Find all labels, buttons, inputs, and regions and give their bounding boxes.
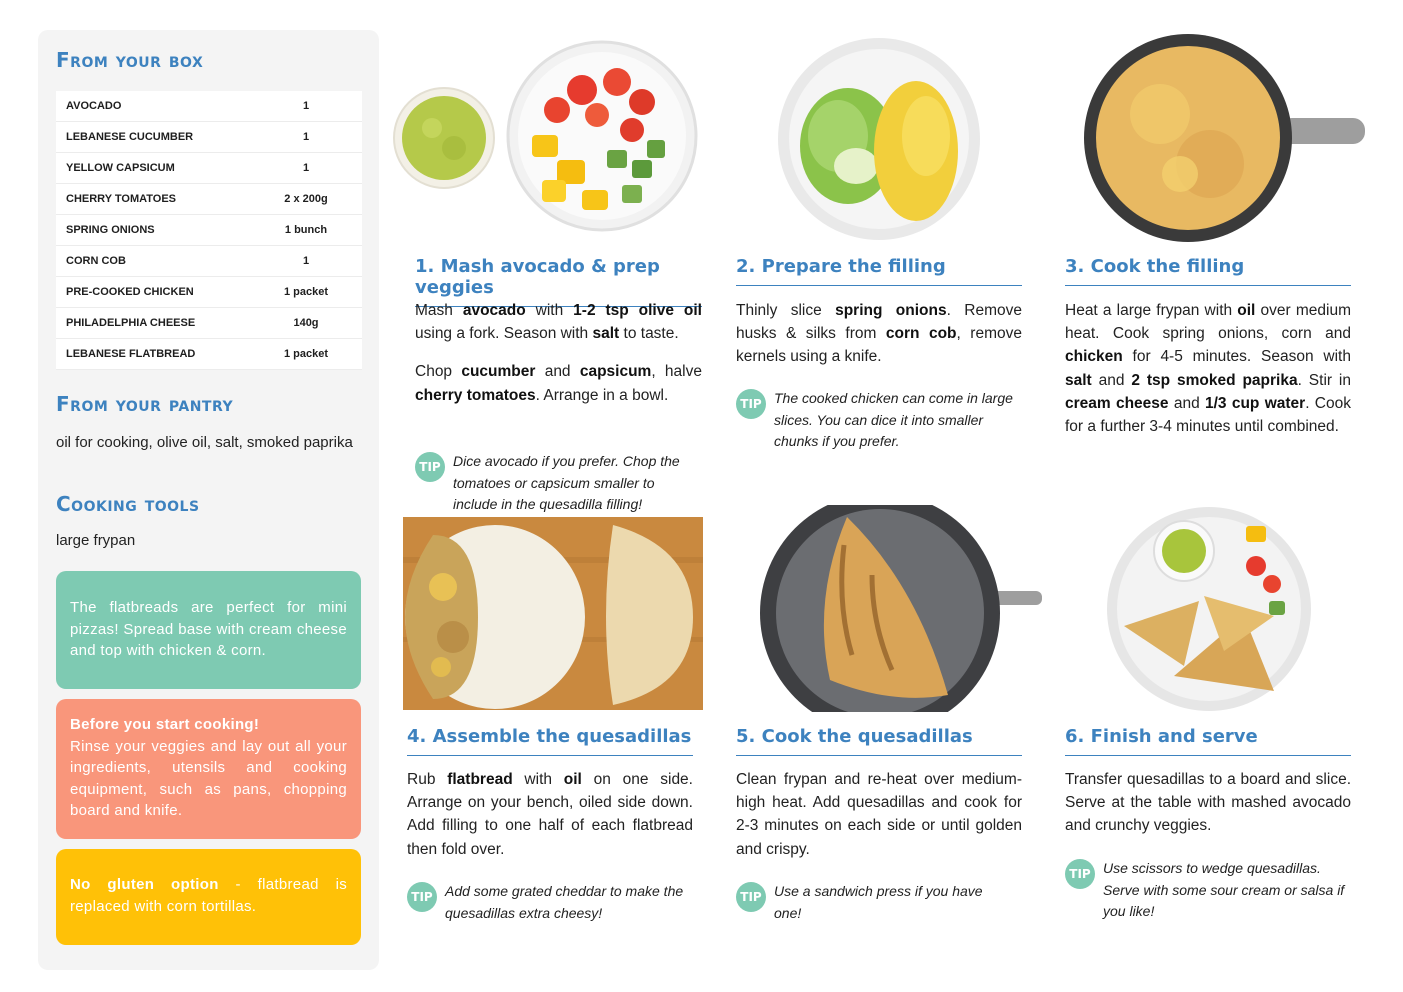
- step-6-photo: [1104, 506, 1314, 712]
- tip-text: Use a sandwich press if you have one!: [774, 883, 983, 921]
- step-3-paragraph-1: Heat a large frypan with oil over medium heat. Cook spring onions, corn and chicken for 4-5 minutes. Season with salt and 2 tsp smoked paprika. Stir in cream cheese and 1/3 cup water. Cook for a further 3-4 minutes until combined.: [1065, 302, 1351, 436]
- tip-badge-icon: TIP: [736, 882, 766, 912]
- ingredient-qty: 1 packet: [283, 348, 329, 360]
- box-ingredients-table: [56, 91, 362, 370]
- tip-badge-icon: TIP: [407, 882, 437, 912]
- step-4-title: 4. Assemble the quesadillas: [407, 726, 693, 756]
- step-6-tip: [1065, 858, 1355, 923]
- note-gluten-free: [56, 849, 361, 945]
- ingredient-qty: 140g: [293, 317, 319, 329]
- ingredient-name: AVOCADO: [66, 100, 122, 112]
- tip-text: Dice avocado if you prefer. Chop the tomatoes or capsicum smaller to include in the quesadilla filling!: [453, 453, 680, 512]
- tip-badge-icon: TIP: [1065, 859, 1095, 889]
- pantry-section-title: From your pantry: [56, 392, 234, 416]
- step-3-photo: [1080, 34, 1365, 242]
- ingredient-name: PRE-COOKED CHICKEN: [66, 286, 194, 298]
- note-text: Rinse your veggies and lay out all your ingredients, utensils and cooking equipment, such as pans, chopping board and knife.: [70, 737, 347, 819]
- ingredient-name: YELLOW CAPSICUM: [66, 162, 175, 174]
- step-1-body: [415, 299, 702, 422]
- tip-badge-icon: TIP: [736, 389, 766, 419]
- table-row: [56, 184, 362, 215]
- step-3-body: [1065, 299, 1351, 453]
- ingredient-qty: 1: [302, 131, 310, 143]
- step-1-paragraph-2: Chop cucumber and capsicum, halve cherry tomatoes. Arrange in a bowl.: [415, 363, 702, 404]
- note-before-cooking: [56, 699, 361, 839]
- table-row: [56, 308, 362, 339]
- step-6-body: [1065, 768, 1351, 853]
- step-2-photo: [776, 36, 982, 242]
- step-5-body: [736, 768, 1022, 876]
- table-row: [56, 246, 362, 277]
- table-row: [56, 277, 362, 308]
- ingredient-qty: 1 bunch: [284, 224, 328, 236]
- ingredient-qty: 1: [302, 100, 310, 112]
- table-row: [56, 339, 362, 370]
- step-4-paragraph-1: Rub flatbread with oil on one side. Arrange on your bench, oiled side down. Add filling to one half of each flatbread then fold over.: [407, 771, 693, 858]
- ingredient-qty: 1: [302, 255, 310, 267]
- ingredient-name: SPRING ONIONS: [66, 224, 155, 236]
- pantry-list: oil for cooking, olive oil, salt, smoked paprika: [56, 434, 353, 451]
- step-1-photo: [392, 40, 704, 240]
- step-1-tip: [415, 451, 700, 516]
- ingredient-name: LEBANESE FLATBREAD: [66, 348, 196, 360]
- ingredient-qty: 1 packet: [283, 286, 329, 298]
- tip-text: Use scissors to wedge quesadillas. Serve with some sour cream or salsa if you like!: [1103, 860, 1345, 919]
- ingredient-name: PHILADELPHIA CHEESE: [66, 317, 196, 329]
- ingredient-name: CORN COB: [66, 255, 126, 267]
- tip-text: Add some grated cheddar to make the quesadillas extra cheesy!: [445, 883, 684, 921]
- step-1-title: 1. Mash avocado & prep veggies: [415, 256, 702, 307]
- ingredient-qty: 2 x 200g: [284, 193, 328, 205]
- step-5-paragraph-1: Clean frypan and re-heat over medium-high heat. Add quesadillas and cook for 2-3 minutes on each side or until golden and crispy.: [736, 771, 1022, 858]
- sidebar: [38, 30, 379, 970]
- step-2-body: [736, 299, 1022, 384]
- step-4-body: [407, 768, 693, 876]
- tools-section-title: Cooking tools: [56, 492, 200, 516]
- table-row: [56, 122, 362, 153]
- note-text: The flatbreads are perfect for mini pizzas! Spread base with cream cheese and top with chicken & corn.: [70, 599, 347, 659]
- tip-badge-icon: TIP: [415, 452, 445, 482]
- table-row: [56, 153, 362, 184]
- step-4-tip: [407, 881, 693, 924]
- table-row: [56, 91, 362, 122]
- box-section-title: From your box: [56, 48, 204, 72]
- ingredient-name: LEBANESE CUCUMBER: [66, 131, 194, 143]
- tip-note-flatbread: [56, 571, 361, 689]
- ingredient-qty: 1: [302, 162, 310, 174]
- note-text: - flatbread is replaced with corn tortillas.: [70, 876, 347, 915]
- step-5-photo: [752, 505, 1042, 712]
- step-1-paragraph-1: Mash avocado with 1-2 tsp olive oil using a fork. Season with salt to taste.: [415, 302, 702, 343]
- step-2-tip: [736, 388, 1022, 453]
- step-2-paragraph-1: Thinly slice spring onions. Remove husks & silks from corn cob, remove kernels using a knife.: [736, 302, 1022, 366]
- note-heading: No gluten option: [70, 876, 219, 893]
- step-2-title: 2. Prepare the filling: [736, 256, 1022, 286]
- step-5-tip: [736, 881, 986, 924]
- step-3-title: 3. Cook the filling: [1065, 256, 1351, 286]
- step-6-paragraph-1: Transfer quesadillas to a board and slice. Serve at the table with mashed avocado and crunchy veggies.: [1065, 771, 1351, 835]
- step-5-title: 5. Cook the quesadillas: [736, 726, 1022, 756]
- ingredient-name: CHERRY TOMATOES: [66, 193, 177, 205]
- tip-text: The cooked chicken can come in large slices. You can dice it into smaller chunks if you prefer.: [774, 390, 1013, 449]
- table-row: [56, 215, 362, 246]
- tools-list: large frypan: [56, 532, 136, 549]
- step-4-photo: [403, 517, 703, 710]
- note-heading: Before you start cooking!: [70, 716, 260, 733]
- step-6-title: 6. Finish and serve: [1065, 726, 1351, 756]
